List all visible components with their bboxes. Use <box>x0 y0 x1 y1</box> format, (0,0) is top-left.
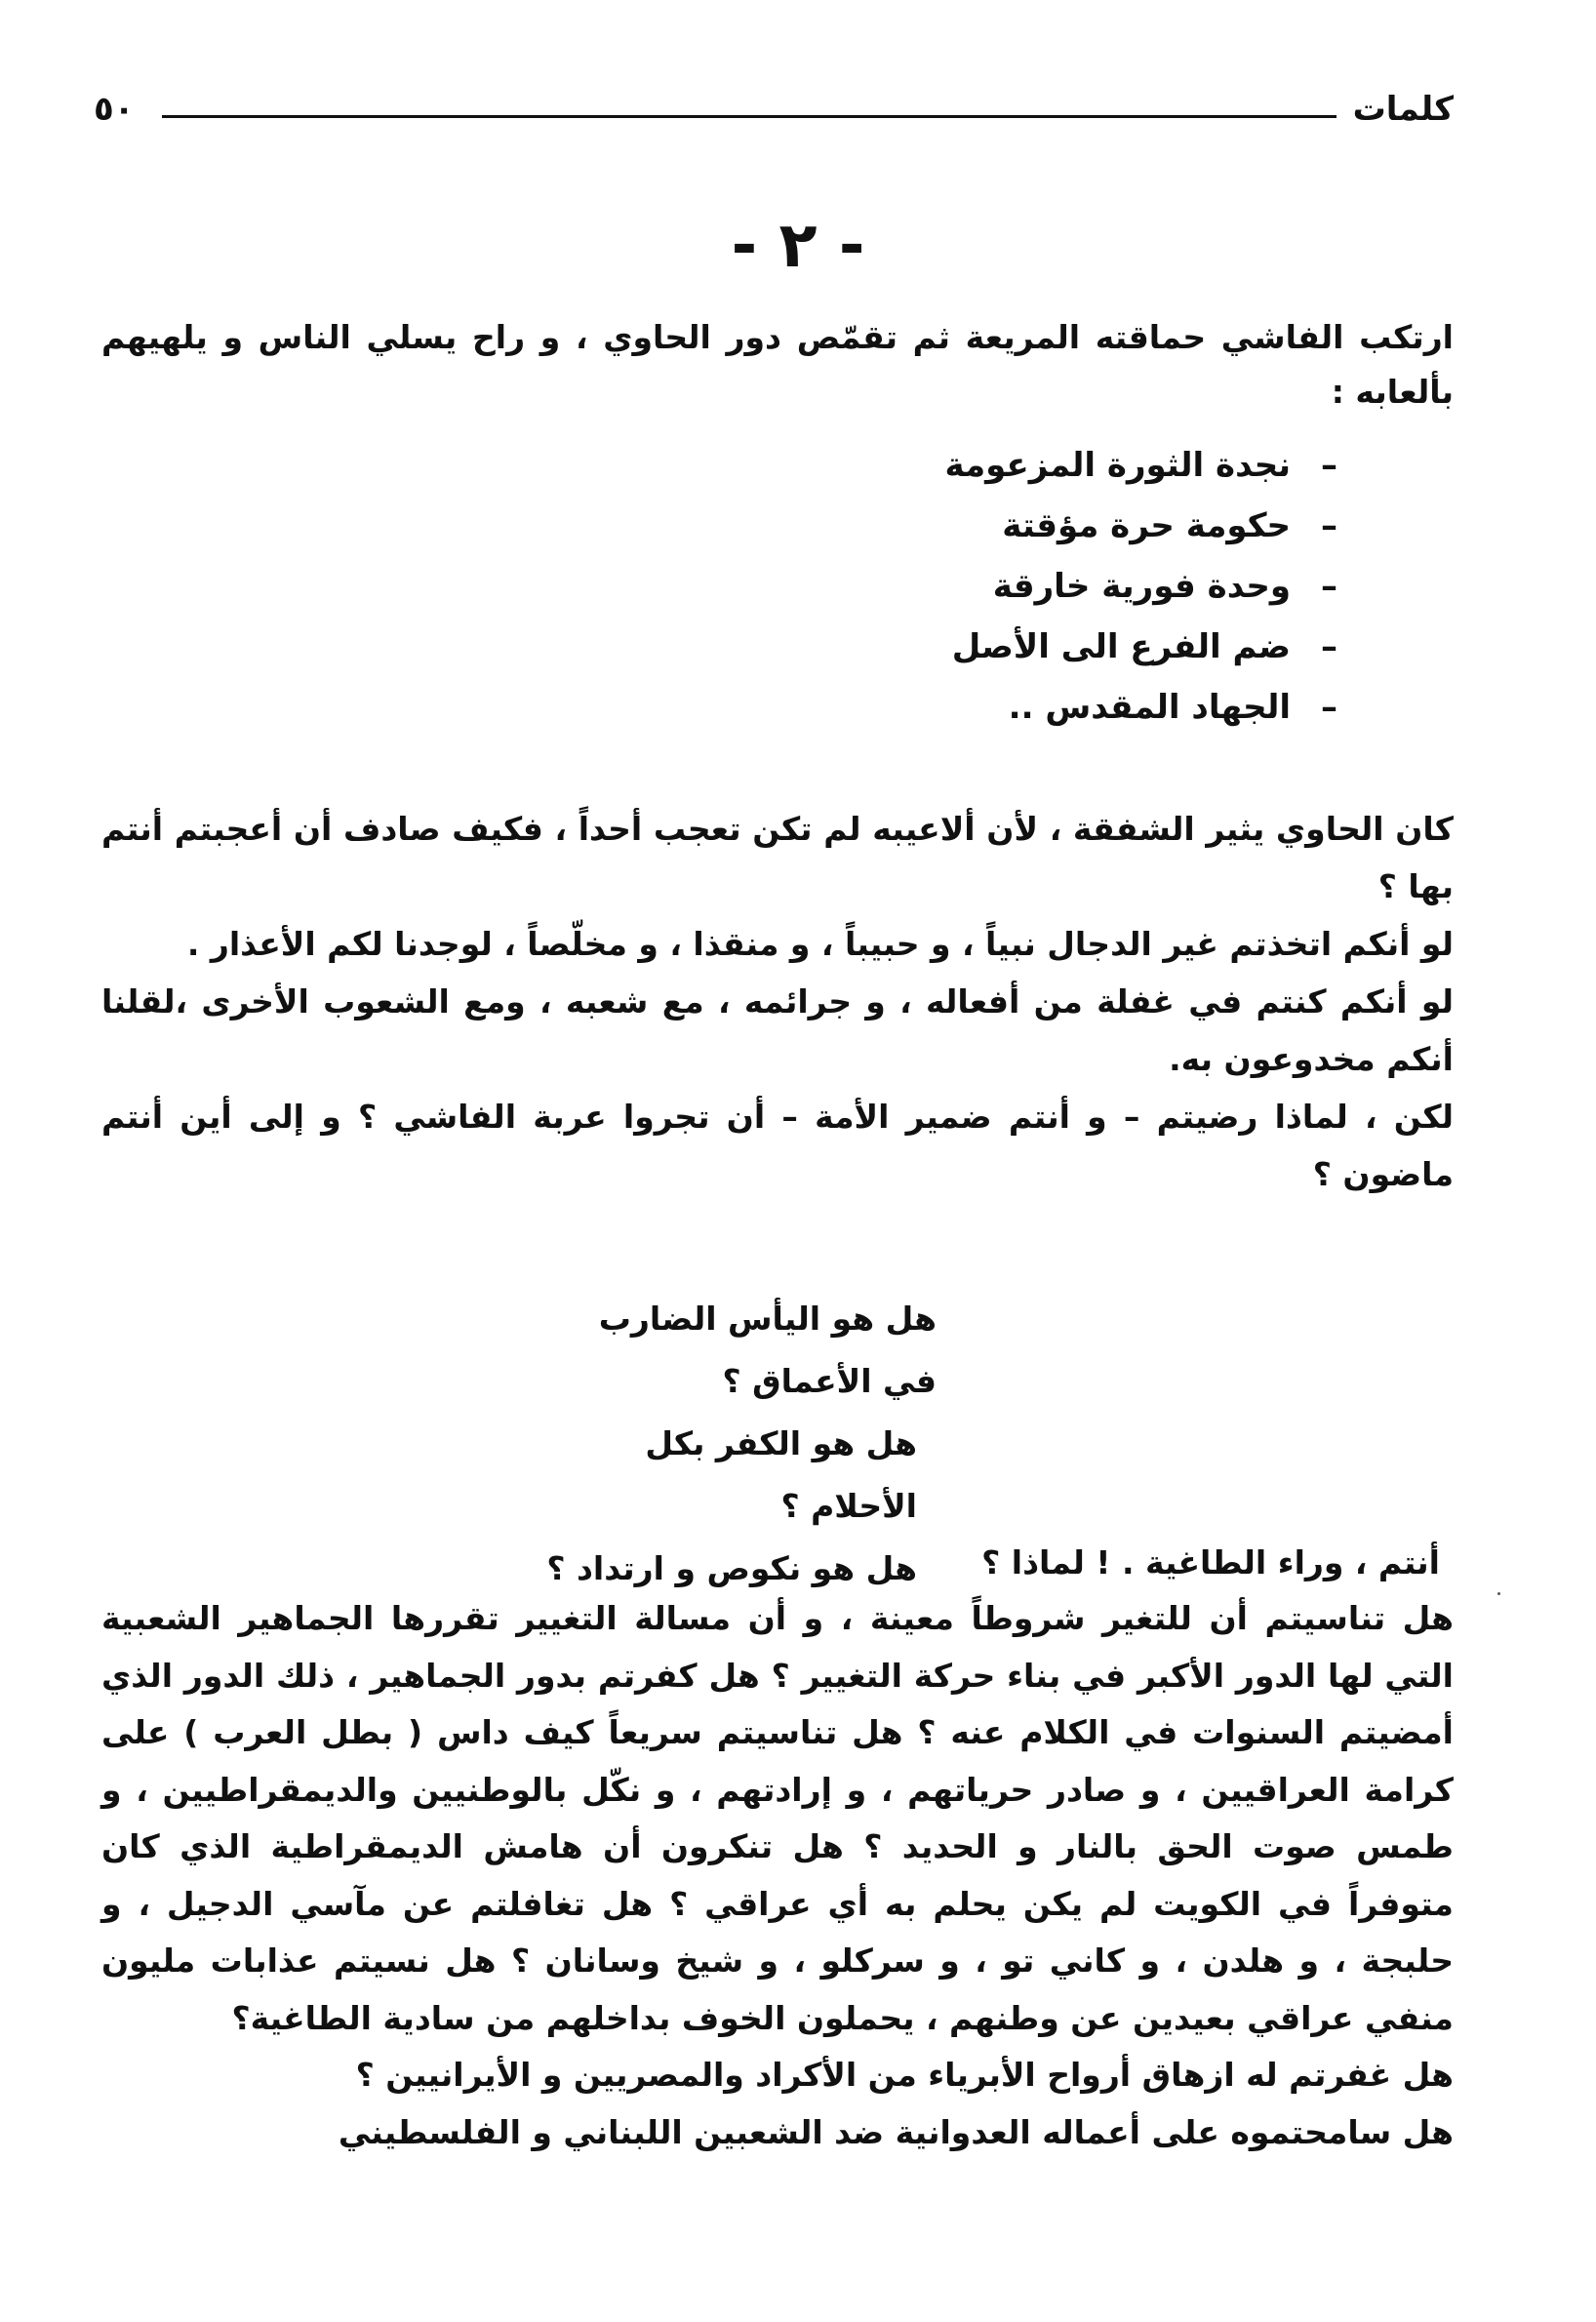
list-item: –وحدة فورية خارقة <box>992 567 1337 606</box>
paragraph: لو أنكم كنتم في غفلة من أفعاله ، و جرائمه ، مع شعبه ، ومع الشعوب الأخرى ،لقلنا أنكم مخدوعون به. <box>101 982 1454 1078</box>
final-section <box>101 1590 1454 2161</box>
paragraph: هل سامحتموه على أعماله العدوانية ضد الشعبين اللبناني و الفلسطيني <box>338 2112 1454 2151</box>
tricks-list <box>488 435 1337 738</box>
list-item: –حكومة حرة مؤقتة <box>1002 506 1337 545</box>
intro-paragraph <box>101 310 1454 420</box>
intro-text: ارتكب الفاشي حماقته المريعة ثم تقمّص دور الحاوي ، و راح يسلي الناس و يلهيهم بألعابه : <box>101 318 1454 411</box>
final-heading: أنتم ، وراء الطاغية . ! لماذا ؟ <box>981 1543 1440 1581</box>
book-title: كلمات <box>1352 90 1454 129</box>
paragraph: لو أنكم اتخذتم غير الدجال نبياً ، و حبيباً ، و منقذا ، و مخلّصاً ، لوجدنا لكم الأعذار . <box>186 925 1454 963</box>
chapter-number: - ٢ - <box>731 210 865 282</box>
list-item: –ضم الفرع الى الأصل <box>951 627 1337 666</box>
question-line: هل هو اليأس الضارب في الأعماق ؟ <box>598 1300 937 1400</box>
list-item: –الجهاد المقدس .. <box>1008 688 1337 727</box>
page-number: ٥٠ <box>94 90 135 129</box>
list-item: –نجدة الثورة المزعومة <box>944 446 1337 485</box>
paragraph: كان الحاوي يثير الشفقة ، لأن ألاعيبه لم تكن تعجب أحداً ، فكيف صادف أن أعجبتم أنتم بها ؟ <box>101 810 1454 905</box>
scan-speck <box>1497 1592 1500 1595</box>
page-header <box>94 90 1454 133</box>
middle-section <box>101 800 1454 1203</box>
question-line: هل هو نكوص و ارتداد ؟ <box>546 1549 917 1587</box>
paragraph: لكن ، لماذا رضيتم – و أنتم ضمير الأمة – أن تجروا عربة الفاشي ؟ و إلى أين أنتم ماضون ؟ <box>101 1098 1454 1193</box>
paragraph: هل غفرتم له ازهاق أرواح الأبرياء من الأكراد والمصريين و الأيرانيين ؟ <box>355 2056 1454 2094</box>
header-rule <box>162 115 1337 118</box>
question-line: هل هو الكفر بكل الأحلام ؟ <box>645 1424 917 1525</box>
paragraph: هل تناسيتم أن للتغير شروطاً معينة ، و أن مسالة التغيير تقررها الجماهير الشعبية التي لها الدور الأكبر في بناء حركة التغيير ؟ هل كفرتم بدور الجماهير ، ذلك الدور الذي أمضيتم السنوات في الكلام عنه ؟ هل تناسيتم سريعاً كيف داس ( بطل العرب ) على كرامة العراقيين ، و صادر حرياتهم ، و إرادتهم ، و نكّل بالوطنيين والديمقراطيين ، و طمس صوت الحق بالنار و الحديد ؟ هل تنكرون أن هامش الديمقراطية الذي كان متوفراً في الكويت لم يكن يحلم به أي عراقي ؟ هل تغافلتم عن مآسي الدجيل ، و حلبجة ، و هلدن ، و كاني تو ، و سركلو ، و شيخ وسانان ؟ هل نسيتم عذابات مليون منفي عراقي بعيدين عن وطنهم ، يحملون الخوف بداخلهم من سادية الطاغية؟ <box>101 1599 1454 2037</box>
